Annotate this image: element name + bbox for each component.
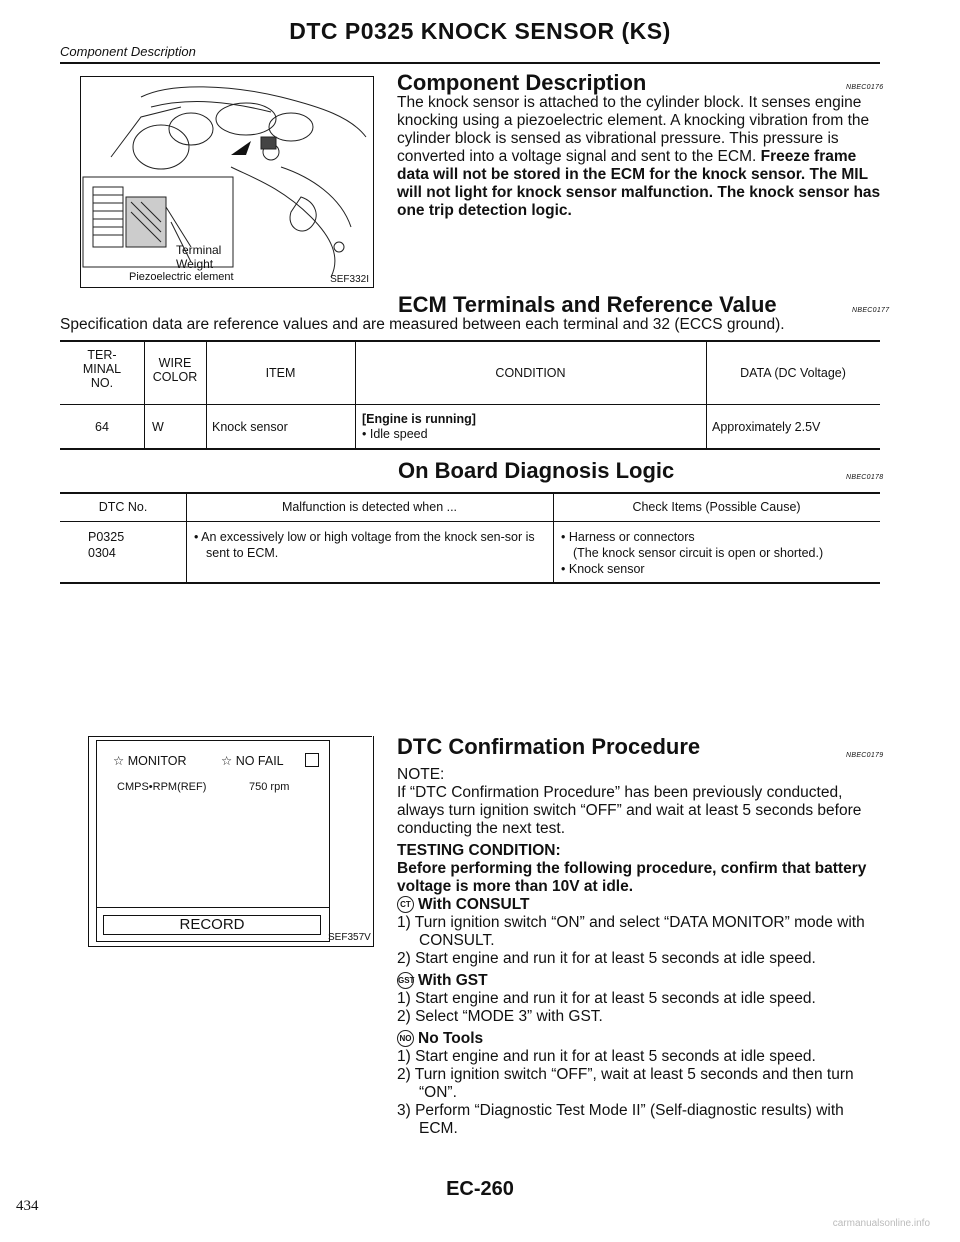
page-number: 434 — [16, 1198, 39, 1214]
consult-screen — [96, 740, 330, 942]
obd-table-top — [60, 492, 880, 494]
watermark: carmanualsonline.info — [832, 1218, 930, 1229]
ecm-col-2 — [206, 342, 207, 448]
ecm-header-item: ITEM — [265, 366, 296, 380]
gst-section: GST With GST — [398, 972, 488, 989]
ecm-code: NBEC0177 — [852, 307, 890, 314]
consult-section: CT With CONSULT — [397, 896, 883, 914]
component-code: NBEC0176 — [846, 84, 884, 91]
obd-table-bottom — [60, 582, 880, 584]
figure-code: SEF332I — [330, 274, 369, 285]
ecm-item: Knock sensor — [212, 420, 288, 434]
ecm-header-condition: CONDITION — [495, 366, 566, 380]
ecm-spec: Specification data are reference values and are measured between each terminal and 32 (ECCS ground). — [60, 316, 785, 333]
obd-header-dtc: DTC No. — [98, 500, 148, 514]
obd-table-mid — [60, 521, 880, 522]
ecm-heading: ECM Terminals and Reference Value — [398, 292, 777, 317]
terminal-label: Terminal — [176, 243, 222, 257]
ecm-terminal-no: 64 — [95, 420, 109, 434]
confirm-code: NBEC0179 — [846, 752, 884, 759]
ecm-header-terminal: TER- MINAL NO. — [82, 348, 122, 390]
obd-header-check: Check Items (Possible Cause) — [632, 500, 801, 514]
monitor-checkbox — [305, 753, 319, 767]
page-code: EC-260 — [446, 1178, 514, 1200]
header-rule — [60, 62, 880, 64]
engine-block-illustration — [81, 77, 373, 287]
record-button[interactable]: RECORD — [103, 915, 321, 935]
obd-code: NBEC0178 — [846, 474, 884, 481]
obd-malfunction: • An excessively low or high voltage from the knock sen-sor is sent to ECM. — [194, 530, 535, 560]
ecm-wire-color: W — [152, 420, 164, 434]
ecm-table-mid — [60, 404, 880, 405]
obd-check-items: • Harness or connectors (The knock sensor circuit is open or shorted.) • Knock sensor — [561, 530, 824, 576]
ecm-header-data: DATA (DC Voltage) — [740, 366, 846, 380]
obd-dtc-no: P0325 0304 — [88, 530, 125, 560]
confirm-heading: DTC Confirmation Procedure — [397, 734, 701, 759]
confirm-body: NOTE: If “DTC Confirmation Procedure” has been previously conducted, always turn ignition switch “OFF” and wait at least 5 seconds before conducting the next test. TESTING CONDITION: Before performing the following procedure, confirm that battery voltage is more than 10V at idle. CT With CONSULT 1) Turn ignition switch “ON” and select “DATA MONITOR” mode with CONSULT. 2) Start engine and run it for at least 5 seconds at idle speed. GST With GST 1) Start engine and run it for at least 5 seconds at idle speed. 2) Select “MODE 3” with GST. NO No Tools 1) Start engine and run it for at least 5 seconds at idle speed. 2) Turn ignition switch “OFF”, wait at least 5 seconds and then turn “ON”. 3) Perform “Diagnostic Test Mode II” (Self-diagnostic results) with ECM. — [397, 766, 883, 1138]
monitor-item: CMPS•RPM(REF) — [117, 781, 207, 793]
monitor-status: ☆ NO FAIL — [221, 754, 284, 768]
gst-icon: GST — [397, 972, 414, 989]
no-tools-icon: NO — [397, 1030, 414, 1047]
component-heading: Component Description — [397, 70, 647, 95]
ecm-data-value: Approximately 2.5V — [712, 420, 821, 434]
consult-icon: CT — [397, 896, 414, 913]
component-paragraph: The knock sensor is attached to the cylinder block. It senses engine knocking using a piezoelectric element. A knocking vibration from the cylinder block is sensed as vibrational pressure. This pressure is converted into a voltage signal and sent to the ECM. Freeze frame data will not be stored in the ECM for the knock sensor. The MIL will not light for knock sensor malfunction. The knock sensor has one trip detection logic. — [397, 94, 881, 219]
ecm-condition-1: [Engine is running] — [362, 412, 476, 426]
monitor-value: 750 rpm — [249, 781, 290, 793]
page-title: DTC P0325 KNOCK SENSOR (KS) — [289, 18, 671, 44]
notools-section: NO No Tools — [397, 1030, 883, 1048]
component-bold-note: Freeze frame data will not be stored in the ECM for the knock sensor. The MIL will not light for knock sensor malfunction. The knock sensor has one trip detection logic. — [397, 148, 881, 219]
monitor-label: ☆ MONITOR — [113, 754, 187, 768]
weight-label: Weight — [176, 257, 214, 271]
ecm-condition-2: • Idle speed — [362, 427, 428, 441]
ecm-col-3 — [355, 342, 356, 448]
knock-sensor-figure — [80, 76, 374, 288]
ecm-table-bottom — [60, 448, 880, 450]
obd-header-malfunction: Malfunction is detected when ... — [281, 500, 458, 514]
ecm-col-4 — [706, 342, 707, 448]
obd-heading: On Board Diagnosis Logic — [398, 458, 675, 483]
section-subtitle: Component Description — [60, 44, 196, 59]
piezo-label: Piezoelectric element — [129, 271, 234, 283]
monitor-figure-code: SEF357V — [328, 932, 371, 943]
ecm-table-top — [60, 340, 880, 342]
ecm-header-wire: WIRE COLOR — [152, 356, 198, 384]
